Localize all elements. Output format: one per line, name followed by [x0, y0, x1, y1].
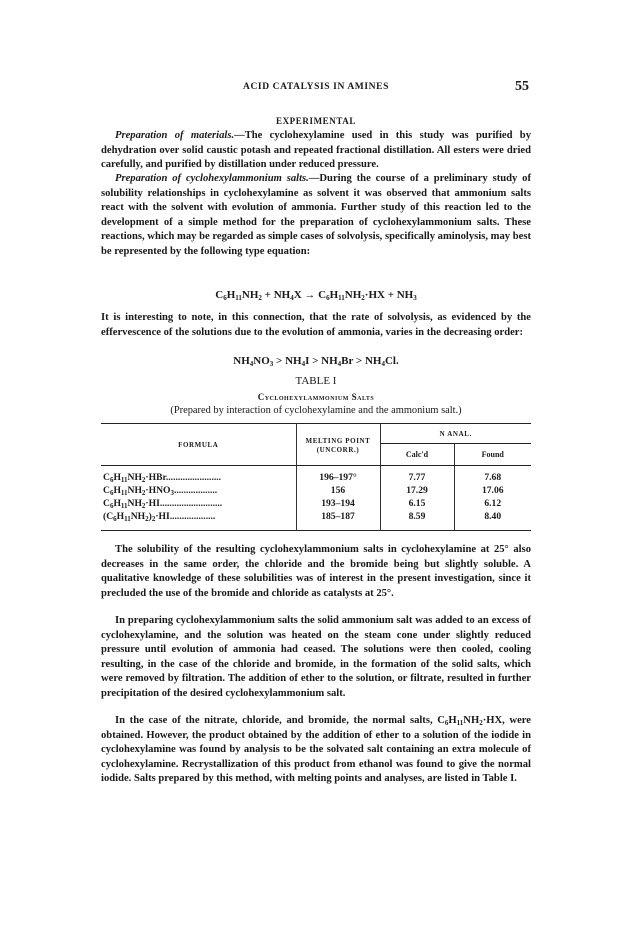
table-row	[101, 484, 531, 497]
header-calcd: Calc'd	[380, 444, 454, 466]
mp-cell: 193–194	[296, 497, 380, 510]
calcd-cell: 8.59	[380, 510, 454, 531]
header-found: Found	[454, 444, 531, 466]
calcd-cell: 6.15	[380, 497, 454, 510]
calcd-cell: 7.77	[380, 466, 454, 485]
paragraph-solubility: The solubility of the resulting cyclohexylammonium salts in cyclohexylamine at 25° also decreases in the same order, the chloride and the bromide being but slightly soluble. A qualitative knowledge of these solubilities was of interest in the present investigation, since it precluded the use of the bromide and chloride as catalysts at 25°.	[101, 544, 531, 599]
equation-order: $NH_4NO_3 > NH_4I > NH_4Br > NH_4Cl$.	[233, 355, 399, 368]
page-number: 55	[515, 79, 529, 94]
mp-cell: 185–187	[296, 510, 380, 531]
table-salts	[101, 423, 531, 531]
paragraph-text: —The cyclohexylamine used in this study was purified by dehydration over solid caustic potash and repeated fractional distillation. All esters were dried carefully, and purified by distillation under reduced pressure.	[101, 130, 531, 170]
table-row	[101, 497, 531, 510]
found-cell: 17.06	[454, 484, 531, 497]
formula-cell: $C_6H_{11}NH_2\cdot HBr$.......................	[103, 472, 222, 484]
table-title: Cyclohexylammonium Salts	[257, 392, 375, 402]
header-n-anal: N ANAL.	[380, 424, 531, 444]
table-caption: (Prepared by interaction of cyclohexylamine and the ammonium salt.)	[170, 405, 462, 416]
found-cell: 6.12	[454, 497, 531, 510]
section-heading: EXPERIMENTAL	[275, 116, 357, 126]
found-cell: 7.68	[454, 466, 531, 485]
paragraph-rate: It is interesting to note, in this connection, that the rate of solvolysis, as evidenced by the effervescence of the solutions due to the evolution of ammonia, varies in the decreasing order:	[101, 312, 531, 338]
paragraph-preparing: In preparing cyclohexylammonium salts the solid ammonium salt was added to an excess of cyclohexylamine, and the solution was heated on the steam cone under slightly reduced pressure until evolution of ammonia had ceased. The solutions were then cooled, cooling resulting, in the case of the chloride and bromide, in the formation of the solid salts, which were removed by filtration. The addition of ether to the solution, or filtrate, resulted in further precipitation of the desired cyclohexylammonium salt.	[101, 615, 531, 699]
table-label: TABLE I	[295, 375, 337, 387]
formula-cell: $C_6H_{11}NH_2\cdot HNO_3$..................	[103, 485, 218, 497]
formula-cell: $(C_6H_{11}NH_2)_2\cdot HI$...................	[103, 511, 216, 523]
paragraph-salts	[101, 172, 531, 259]
table-row	[101, 510, 531, 531]
found-cell: 8.40	[454, 510, 531, 531]
paragraph-lead: Preparation of materials.	[115, 130, 235, 141]
mp-cell: 156	[296, 484, 380, 497]
paragraph-lead: Preparation of cyclohexylammonium salts.	[115, 173, 309, 184]
running-title: ACID CATALYSIS IN AMINES	[243, 82, 389, 92]
calcd-cell: 17.29	[380, 484, 454, 497]
paragraph-text: —During the course of a preliminary study of solubility relationships in cyclohexylamine as solvent it was observed that ammonium salts react with the solvent with evolution of ammonia. Further study of this reaction led to the development of a simple method for the preparation of cyclohexylammonium salts. These reactions, which may be regarded as simple cases of solvolysis, specifically aminolysis, may best be represented by the following type equation:	[101, 173, 532, 257]
paragraph-materials	[101, 129, 531, 173]
header-formula: FORMULA	[101, 424, 296, 466]
page-header	[101, 80, 531, 96]
table-row	[101, 466, 531, 485]
equation-aminolysis: $C_6H_{11}NH_2 + NH_4X \to C_6H_{11}NH_2\cdot HX + NH_3$	[215, 289, 417, 302]
paragraph-normal-salts: In the case of the nitrate, chloride, and bromide, the normal salts, $C_6H_{11}NH_2\cdot HX$, were obtained. However, the product obtained by the addition of ether to a solution of the iodide in cyclohexylamine was found by analysis to be the solvated salt containing an extra molecule of cyclohexylamine. Recrystallization of this product from ethanol was found to give the normal iodide. Salts prepared by this method, with melting points and analyses, are listed in Table I.	[101, 715, 531, 784]
table-header-row	[101, 424, 531, 444]
formula-cell: $C_6H_{11}NH_2\cdot HI$..........................	[103, 498, 223, 510]
header-melting-point: MELTING POINT (UNCORR.)	[296, 424, 380, 466]
mp-cell: 196–197°	[296, 466, 380, 485]
